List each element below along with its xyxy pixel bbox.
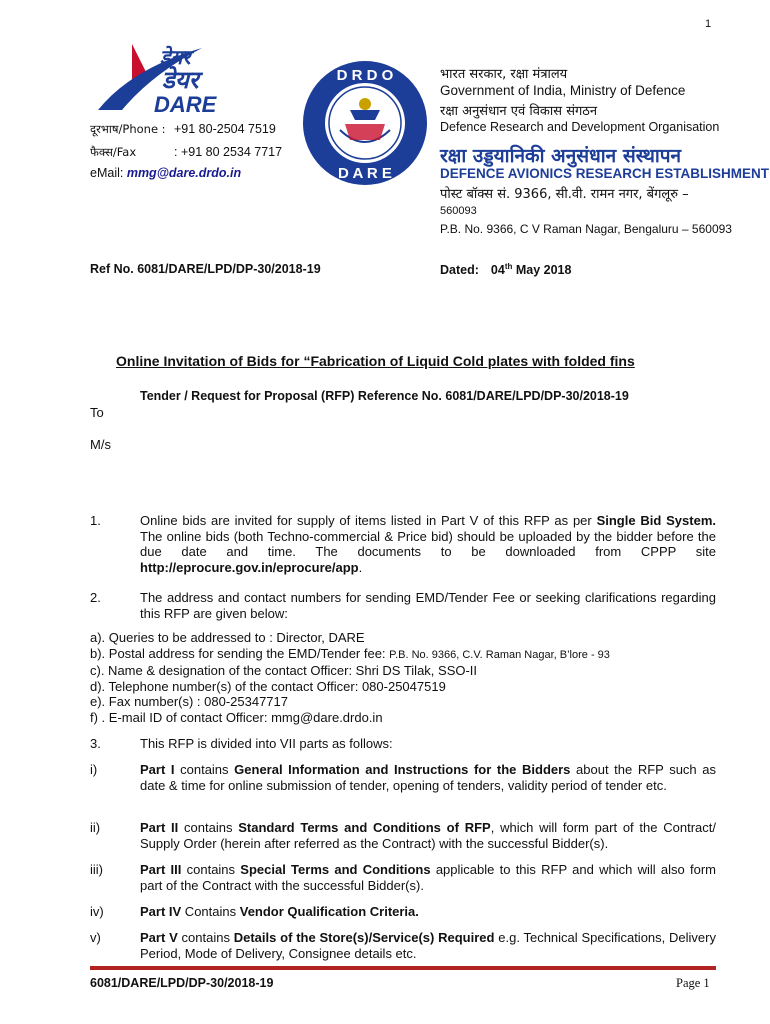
seal-bottom-text: D A R E [338,165,392,182]
hindi-address-1: पोस्ट बॉक्स सं. 9366, सी.वी. रामन नगर, बेंगलूरु – [440,187,689,202]
phone-label: दूरभाष/Phone : [90,122,166,136]
dated-label: Dated: [440,263,479,278]
footer-ref: 6081/DARE/LPD/DP-30/2018-19 [90,976,274,990]
ref-number: Ref No. 6081/DARE/LPD/DP-30/2018-19 [90,262,321,276]
footer-page-number: Page 1 [676,976,710,990]
footer-divider [90,966,716,970]
list-item: d). Telephone number(s) of the contact Officer: 080-25047519 [90,678,446,694]
seal-top-text: D R D O [336,67,394,84]
phone-line [90,122,276,137]
rfp-reference: Tender / Request for Proposal (RFP) Reference No. 6081/DARE/LPD/DP-30/2018-19 [140,389,629,403]
part-item: i) Part I contains General Information and Instructions for the Bidders about the RFP such as date & time for online submission of tender, opening of tenders, validity period of tender etc. [90,762,716,793]
part-item: ii) Part II contains Standard Terms and Conditions of RFP, which will form part of the Contract/ Supply Order (herein after referred as the Contract) with the successful Bidder(s). [90,820,716,851]
part-item: iv) Part IV Contains Vendor Qualification Criteria. [90,904,419,919]
document-title: Online Invitation of Bids for “Fabrication of Liquid Cold plates with folded fins [116,353,635,369]
list-item: c). Name & designation of the contact Officer: Shri DS Tilak, SSO-II [90,663,478,679]
dare-logo-hindi-2: डेयर [162,66,199,94]
dare-name: DEFENCE AVIONICS RESEARCH ESTABLISHMENT [440,166,770,181]
cppp-link[interactable]: http://eprocure.gov.in/eprocure/app [140,559,359,575]
para-3-text: This RFP is divided into VII parts as follows: [140,736,393,751]
part-item: iii) Part III contains Special Terms and Conditions applicable to this RFP and which will also form part of the Contract with the successful Bidder(s). [90,862,716,893]
date-value: 04th May 2018 [490,262,572,278]
para-2 [90,590,716,621]
part-item: v) Part V contains Details of the Store(s)/Service(s) Required e.g. Technical Specifications, Delivery Period, Mode of Delivery, Consignee details etc. [90,930,716,961]
email-line [90,166,241,180]
hindi-drdo: रक्षा अनुसंधान एवं विकास संगठन [440,104,598,119]
drdo-name: Defence Research and Development Organisation [440,120,720,134]
dare-logo-text: DARE [154,92,217,117]
para-3-num: 3. [90,736,101,751]
list-item: f) . E-mail ID of contact Officer: mmg@dare.drdo.in [90,709,383,725]
list-item: e). Fax number(s) : 080-25347717 [90,694,288,710]
para-2-text: The address and contact numbers for sending EMD/Tender Fee or seeking clarifications regarding this RFP are given below: [140,590,716,621]
email-link[interactable]: mmg@dare.drdo.in [126,166,242,180]
address: P.B. No. 9366, C V Raman Nagar, Bengaluru – 560093 [440,222,732,236]
page-number: 1 [705,18,712,30]
hindi-govt: भारत सरकार, रक्षा मंत्रालय [440,67,568,82]
contact-list [90,630,610,726]
phone-value: +91 80-2504 7519 [174,122,276,136]
para-1-num: 1. [90,513,101,528]
hindi-address-2: 560093 [440,205,477,217]
date-line [440,262,571,277]
para-2-num: 2. [90,590,101,605]
dare-logo-hindi: डेयर [160,45,191,69]
fax-line [90,145,282,160]
dare-logo [92,38,282,118]
para-1 [90,513,716,575]
list-item: a). Queries to be addressed to : Director, DARE [90,630,365,645]
dare-logo-graphic [92,38,282,118]
fax-value: : +91 80 2534 7717 [174,145,283,159]
email-label: eMail: [90,166,124,180]
hindi-dare: रक्षा उड्डयानिकी अनुसंधान संस्थापन [440,145,682,167]
fax-label: फैक्स/Fax [90,145,137,159]
list-item: b). Postal address for sending the EMD/Tender fee: P.B. No. 9366, C.V. Raman Nagar, B’lore - 93 [90,645,610,661]
ms-label: M/s [90,437,111,452]
drdo-seal-graphic [300,58,430,188]
drdo-seal [300,58,430,188]
govt-ministry: Government of India, Ministry of Defence [440,83,686,98]
para-3 [90,736,716,752]
to-label: To [90,405,104,420]
para-1-text: Online bids are invited for supply of items listed in Part V of this RFP as per Single Bid System. The online bids (both Techno-commercial & Price bid) should be uploaded by the bidder before the due date and time. The documents to be downloaded from CPPP site http://eprocure.gov.in/eprocure/app. [140,513,716,575]
